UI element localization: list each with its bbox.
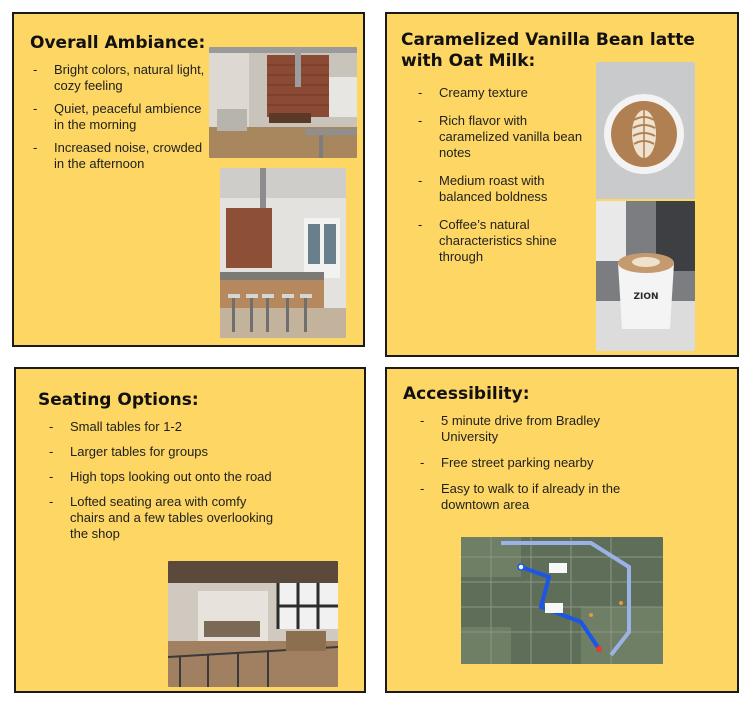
latte-art-photo <box>596 62 695 199</box>
list-item: - Easy to walk to if already in the downtown area <box>417 481 657 513</box>
loft-seating-photo <box>168 561 338 687</box>
latte-cup-photo <box>596 201 695 351</box>
accessibility-card <box>385 367 739 693</box>
list-item: - Lofted seating area with comfy chairs and a few tables overlooking the shop <box>46 494 278 542</box>
list-item: - Rich flavor with caramelized vanilla bean notes <box>415 113 595 161</box>
list-item: - Small tables for 1-2 <box>46 419 278 435</box>
latte-list <box>415 85 595 272</box>
list-item: - Medium roast with balanced boldness <box>415 173 595 205</box>
list-item: - Coffee’s natural characteristics shine through <box>415 217 595 265</box>
ambiance-card <box>12 12 365 347</box>
route-map <box>461 537 663 664</box>
seating-title: Seating Options: <box>38 390 199 410</box>
list-item: - 5 minute drive from Bradley University <box>417 413 657 445</box>
seating-list <box>46 419 278 549</box>
ambiance-list <box>30 62 208 179</box>
list-item: - Free street parking nearby <box>417 455 657 471</box>
list-item: - Larger tables for groups <box>46 444 278 460</box>
cafe-lounge-photo <box>209 47 357 158</box>
list-item: - Bright colors, natural light, cozy feeling <box>30 62 208 94</box>
list-item: - High tops looking out onto the road <box>46 469 278 485</box>
accessibility-list <box>417 413 657 520</box>
ambiance-title: Overall Ambiance: <box>30 33 206 53</box>
list-item: - Quiet, peaceful ambience in the morning <box>30 101 208 133</box>
seating-card <box>14 367 366 693</box>
latte-card <box>385 12 739 357</box>
accessibility-title: Accessibility: <box>403 384 530 404</box>
latte-title: Caramelized Vanilla Bean latte with Oat Milk: <box>401 30 695 71</box>
cup-logo-text: ZION <box>633 292 659 302</box>
list-item: - Increased noise, crowded in the afternoon <box>30 140 208 172</box>
list-item: - Creamy texture <box>415 85 595 101</box>
cafe-counter-photo <box>220 168 346 338</box>
